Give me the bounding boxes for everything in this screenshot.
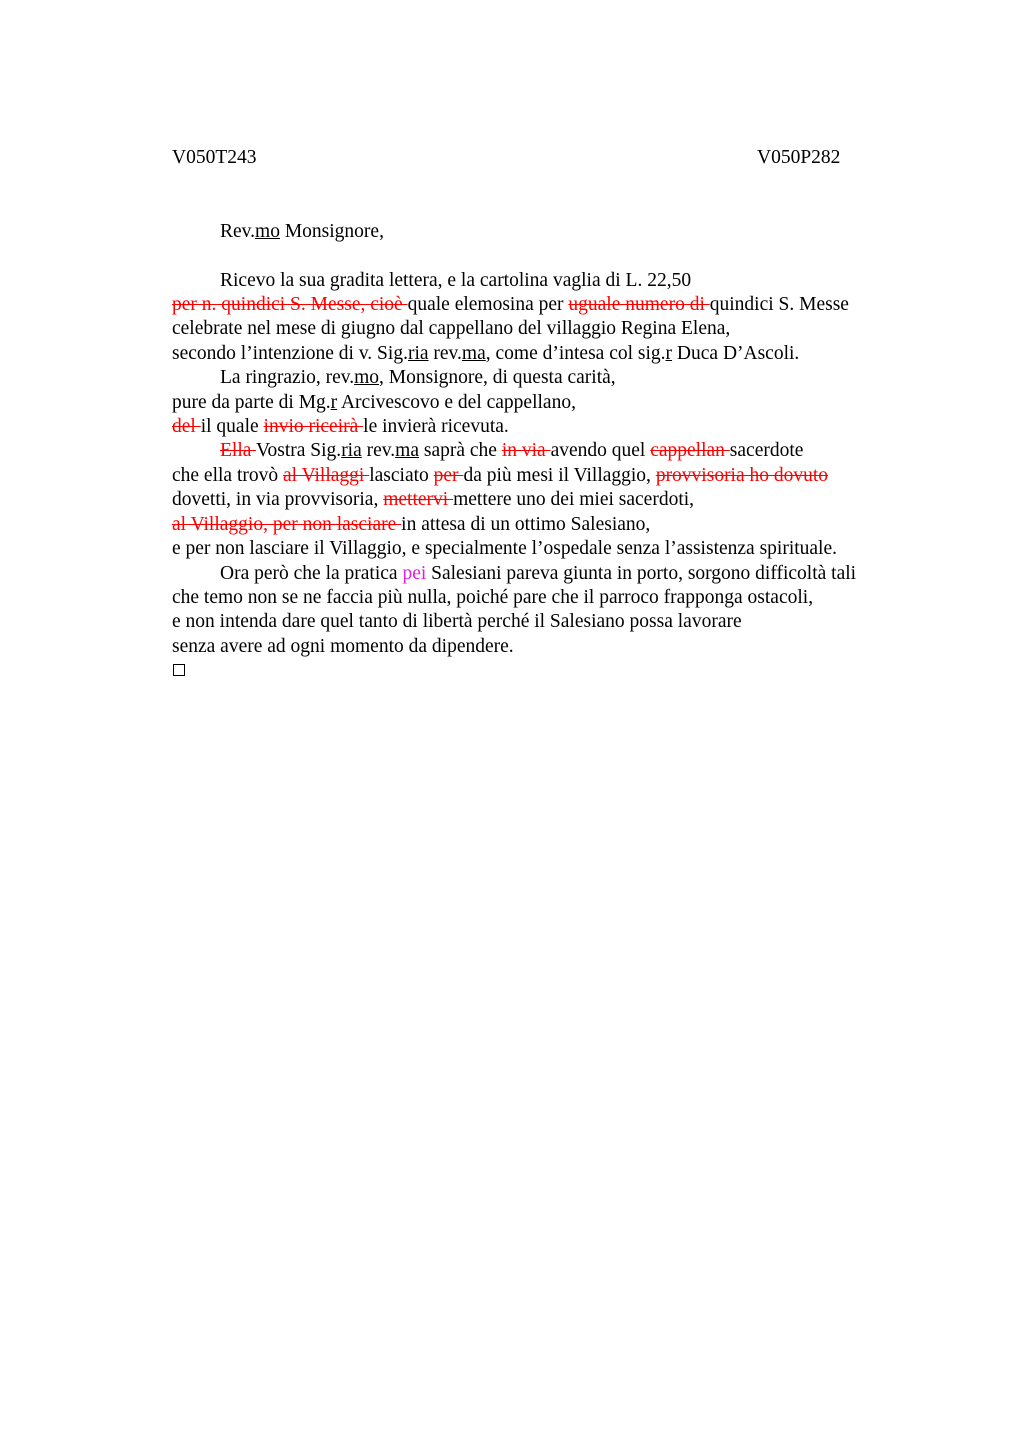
text: che ella trovò bbox=[172, 465, 283, 486]
text: secondo l’intenzione di v. Sig. bbox=[172, 343, 408, 364]
right-code: V050P282 bbox=[757, 147, 841, 168]
deleted-text: per bbox=[433, 465, 464, 486]
superscript-abbrev: r bbox=[330, 392, 338, 413]
paragraph-line: e non intenda dare quel tanto di libertà perché il Salesiano possa lavorare bbox=[172, 611, 742, 632]
text: La ringrazio, rev. bbox=[220, 367, 355, 388]
superscript-abbrev: mo bbox=[354, 367, 380, 388]
text: , Monsignore, di questa carità, bbox=[379, 367, 616, 388]
paragraph-line bbox=[172, 416, 509, 440]
text: dovetti, in via provvisoria, bbox=[172, 489, 384, 510]
paragraph-line bbox=[172, 465, 828, 489]
text: mettere uno dei miei sacerdoti, bbox=[453, 489, 695, 510]
paragraph-line bbox=[220, 367, 616, 391]
text: quindici S. Messe bbox=[709, 294, 849, 315]
paragraph-line: e per non lasciare il Villaggio, e specialmente l’ospedale senza l’assistenza spirituale. bbox=[172, 538, 838, 559]
text: Arcivescovo e del cappellano, bbox=[337, 392, 576, 413]
text: lasciato bbox=[369, 465, 434, 486]
superscript-abbrev: mo bbox=[255, 221, 280, 242]
paragraph-line bbox=[172, 489, 694, 513]
deleted-text: cappellan bbox=[650, 440, 730, 461]
superscript-abbrev: r bbox=[665, 343, 673, 364]
text: da più mesi il Villaggio, bbox=[463, 465, 656, 486]
paragraph-line: celebrate nel mese di giugno dal cappellano del villaggio Regina Elena, bbox=[172, 318, 731, 339]
left-code: V050T243 bbox=[172, 147, 257, 168]
text: le invierà ricevuta. bbox=[363, 416, 509, 437]
superscript-abbrev: ma bbox=[395, 440, 419, 461]
text: saprà che bbox=[418, 440, 502, 461]
deleted-text: in via bbox=[501, 440, 551, 461]
deleted-text: al Villaggio, per non lasciare bbox=[172, 514, 402, 535]
paragraph-line bbox=[220, 563, 856, 587]
text: pure da parte di Mg. bbox=[172, 392, 331, 413]
deleted-text: provvisoria ho dovuto bbox=[655, 465, 829, 486]
inserted-text: pei bbox=[402, 563, 427, 584]
text: avendo quel bbox=[550, 440, 651, 461]
greeting bbox=[220, 221, 384, 245]
paragraph-line bbox=[220, 440, 803, 464]
text: Rev. bbox=[220, 221, 256, 242]
deleted-text: uguale numero di bbox=[568, 294, 710, 315]
paragraph-line bbox=[172, 294, 849, 318]
text: , come d’intesa col sig. bbox=[485, 343, 666, 364]
text: rev. bbox=[361, 440, 396, 461]
text: sacerdote bbox=[729, 440, 804, 461]
text: quale elemosina per bbox=[407, 294, 569, 315]
deleted-text: per n. quindici S. Messe, cioè bbox=[172, 294, 408, 315]
deleted-text: invio riceirà bbox=[263, 416, 364, 437]
text: Monsignore, bbox=[279, 221, 384, 242]
text: Ora però che la pratica bbox=[220, 563, 403, 584]
superscript-abbrev: ria bbox=[341, 440, 362, 461]
paragraph-line: senza avere ad ogni momento da dipendere. bbox=[172, 636, 514, 657]
superscript-abbrev: ma bbox=[461, 343, 486, 364]
paragraph-line: Ricevo la sua gradita lettera, e la cartolina vaglia di L. 22,50 bbox=[220, 270, 692, 291]
deleted-text: al Villaggi bbox=[283, 465, 370, 486]
text: rev. bbox=[428, 343, 462, 364]
text: Salesiani pareva giunta in porto, sorgono difficoltà tali bbox=[426, 563, 857, 584]
text: Vostra Sig. bbox=[255, 440, 342, 461]
paragraph-line: che temo non se ne faccia più nulla, poiché pare che il parroco frapponga ostacoli, bbox=[172, 587, 814, 608]
text: il quale bbox=[200, 416, 264, 437]
deleted-text: Ella bbox=[220, 440, 256, 461]
text: in attesa di un ottimo Salesiano, bbox=[401, 514, 651, 535]
deleted-text: mettervi bbox=[383, 489, 454, 510]
paragraph-line bbox=[172, 343, 799, 367]
paragraph-line bbox=[172, 514, 650, 538]
end-marker-box-icon bbox=[173, 664, 185, 676]
paragraph-line bbox=[172, 392, 576, 416]
superscript-abbrev: ria bbox=[407, 343, 429, 364]
text: Duca D’Ascoli. bbox=[672, 343, 800, 364]
deleted-text: del bbox=[172, 416, 201, 437]
